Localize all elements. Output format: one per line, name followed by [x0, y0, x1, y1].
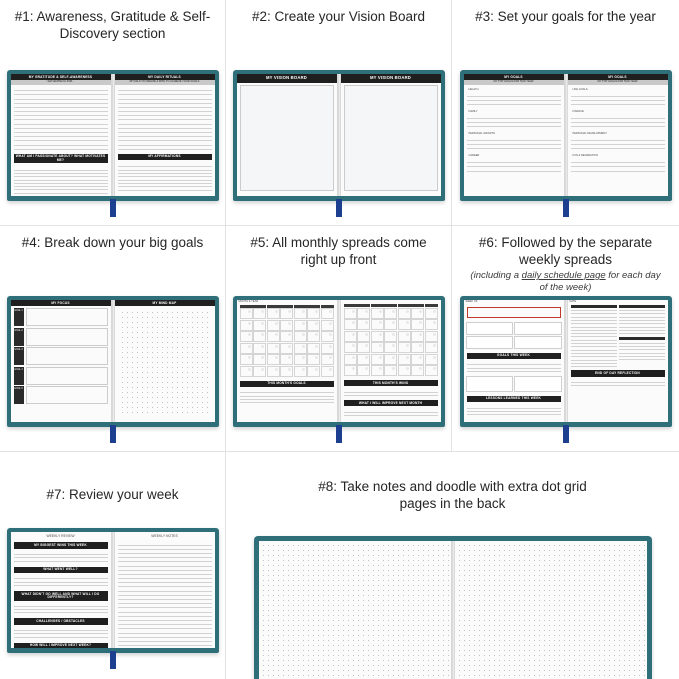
right-page — [568, 300, 668, 422]
right-page — [568, 74, 668, 196]
left-page-footer: THIS MONTH'S GOALS — [240, 381, 334, 387]
goal-category: LIFE GOALS — [572, 87, 588, 91]
notebook-spread — [7, 70, 219, 201]
day-block — [466, 336, 514, 349]
highlight-box — [467, 307, 561, 318]
review-lines — [11, 574, 111, 588]
notebook-spread — [233, 70, 445, 201]
panel-7-image — [0, 528, 225, 679]
goal-lines — [237, 388, 337, 405]
vision-board-area — [240, 85, 334, 191]
right-page-footer-lines — [115, 162, 215, 192]
panel-2-image — [226, 70, 451, 225]
left-page — [11, 532, 112, 648]
lessons-learned-band: LESSONS LEARNED THIS WEEK — [467, 396, 561, 402]
panel-4-image — [0, 296, 225, 451]
calendar-week-row — [240, 366, 334, 377]
end-of-day-band: END OF DAY REFLECTION — [571, 370, 665, 376]
left-page-title: WEEKLY REVIEW — [46, 534, 75, 538]
left-page-title: MY VISION BOARD — [237, 74, 337, 83]
month-year-label: MONTH & YEAR — [238, 300, 259, 303]
day-block — [466, 322, 514, 335]
right-page — [115, 532, 215, 648]
goal-block — [26, 386, 108, 404]
calendar-week-row — [344, 331, 438, 342]
review-section-band: WHAT WENT WELL? — [14, 567, 108, 573]
goals-lines — [464, 360, 564, 374]
panel-3-image — [452, 70, 679, 225]
right-page-subtitle: RITUALS TO CREATE A PATH TO ACHIEVE YOUR GOALS — [115, 80, 215, 85]
panel-7 — [0, 452, 226, 679]
bookmark-ribbon — [563, 199, 569, 217]
review-lines — [11, 626, 111, 640]
tracker-block — [466, 376, 514, 392]
improve-lines — [341, 407, 441, 418]
calendar-week-row — [344, 354, 438, 365]
day-block — [514, 322, 562, 335]
subcaption-underline: daily schedule page — [521, 270, 606, 281]
goal-category: FAMILY — [468, 110, 478, 114]
panel-8-caption: #8: Take notes and doodle with extra dot grid pages in the back — [318, 479, 587, 511]
calendar-week-row — [240, 331, 334, 342]
right-page-title: MY VISION BOARD — [341, 74, 441, 83]
right-page — [341, 74, 441, 196]
weekday-blocks — [464, 320, 564, 351]
panel-4-caption: #4: Break down your big goals — [21, 235, 204, 250]
panel-1 — [0, 0, 226, 226]
bookmark-ribbon — [110, 651, 116, 669]
calendar-week-row — [344, 308, 438, 319]
right-page-footer-1: THIS MONTH'S WINS — [344, 380, 438, 386]
left-page-footer: WHAT AM I PASSIONATE ABOUT? WHAT MOTIVATES ME? — [14, 154, 108, 164]
right-page-title: MY MIND MAP — [115, 300, 215, 306]
panel-8-image — [226, 536, 679, 679]
right-page-title: MY DAILY RITUALS — [115, 74, 215, 80]
notes-header — [619, 337, 665, 340]
left-page — [259, 541, 452, 679]
calendar-week-row — [240, 343, 334, 354]
goal-category: FINANCE — [572, 110, 584, 114]
bookmark-ribbon — [563, 425, 569, 443]
goal-tab: GOAL 2 — [14, 328, 24, 346]
review-section-band: HOW WILL I IMPROVE NEXT WEEK? — [14, 643, 108, 648]
week-of-label: WEEK OF — [465, 300, 478, 303]
left-page — [11, 74, 112, 196]
goals-this-week-band: GOALS THIS WEEK — [467, 353, 561, 359]
panel-1-image — [0, 70, 225, 225]
right-page-title: MY GOALS — [568, 74, 668, 80]
subcaption-pre: (including a — [470, 270, 522, 281]
bookmark-ribbon — [336, 199, 342, 217]
panel-5 — [226, 226, 452, 452]
panel-1-caption: #1: Awareness, Gratitude & Self-Discovery section — [14, 9, 211, 41]
notebook-spread — [254, 536, 652, 679]
goal-category: PERSONAL GROWTH — [468, 132, 496, 136]
goal-category: PERSONAL DEVELOPMENT — [572, 132, 607, 136]
left-page-title: MY GOALS — [464, 74, 564, 80]
goal-tab: GOAL 3 — [14, 347, 24, 365]
calendar-week-row — [344, 365, 438, 376]
goal-tab: GOAL 5 — [14, 386, 24, 404]
right-page — [341, 300, 441, 422]
calendar-week-row — [344, 319, 438, 330]
notebook-spread — [7, 528, 219, 653]
panel-6-subcaption — [452, 268, 679, 294]
left-page-footer-lines — [11, 165, 111, 195]
panel-6 — [452, 226, 679, 452]
tracker-block — [514, 376, 562, 392]
panel-2-caption: #2: Create your Vision Board — [251, 9, 426, 24]
panel-3 — [452, 0, 679, 226]
calendar-week-row — [240, 308, 334, 319]
goal-category: HEALTH — [468, 87, 479, 91]
left-page-title: MY GRATITUDE & SELF-AWARENESS — [11, 74, 111, 80]
right-page — [455, 541, 647, 679]
panel-8 — [226, 452, 679, 679]
right-page-title: WEEKLY NOTES — [151, 534, 178, 538]
review-section-band: MY BIGGEST WINS THIS WEEK — [14, 542, 108, 548]
left-page-lines — [11, 85, 111, 152]
left-page — [237, 74, 338, 196]
day-block — [514, 336, 562, 349]
lessons-lines — [464, 403, 564, 417]
left-page-subtitle: MY TOP GOALS FOR THIS YEAR — [464, 80, 564, 85]
notebook-spread — [233, 296, 445, 427]
left-page-subtitle: I AM GRATEFUL FOR... — [11, 80, 111, 85]
panel-5-caption: #5: All monthly spreads come right up front — [250, 235, 427, 267]
tracker-blocks — [464, 374, 564, 394]
right-page — [115, 300, 215, 422]
calendar-week-row — [344, 342, 438, 353]
schedule-header — [571, 305, 617, 308]
bookmark-ribbon — [110, 199, 116, 217]
bookmark-ribbon — [110, 425, 116, 443]
left-page — [237, 300, 338, 422]
right-page-footer-2: WHAT I WILL IMPROVE NEXT MONTH — [344, 400, 438, 406]
goal-block — [26, 347, 108, 365]
left-page — [464, 300, 565, 422]
review-section-band: CHALLENGES / OBSTACLES — [14, 618, 108, 624]
goal-category: FUN & RECREATION — [572, 154, 598, 158]
goal-tab: GOAL 4 — [14, 367, 24, 385]
notebook-spread — [460, 70, 672, 201]
panel-5-image — [226, 296, 451, 451]
vision-board-area — [344, 85, 438, 191]
review-lines — [11, 550, 111, 564]
goal-category: CAREER — [468, 154, 480, 158]
panel-4 — [0, 226, 226, 452]
panel-6-caption: #6: Followed by the separate weekly spreads — [478, 235, 653, 267]
goal-block — [26, 328, 108, 346]
todo-header — [619, 305, 665, 308]
goal-tab: GOAL 1 — [14, 308, 24, 326]
bookmark-ribbon — [336, 425, 342, 443]
notebook-spread — [460, 296, 672, 427]
right-page-footer: MY AFFIRMATIONS — [118, 154, 212, 160]
date-label: DATE — [569, 300, 577, 303]
left-page — [464, 74, 565, 196]
left-page-title: MY FOCUS — [11, 300, 111, 306]
reflection-lines — [568, 378, 668, 389]
panel-7-caption: #7: Review your week — [46, 487, 179, 502]
right-page-subtitle: MY TOP GOALS FOR THIS YEAR — [568, 80, 668, 85]
review-lines — [11, 602, 111, 616]
review-section-band: WHAT DIDN'T GO WELL AND WHAT WILL I DO DIFFERENTLY? — [14, 591, 108, 601]
notebook-spread — [7, 296, 219, 427]
goal-block — [26, 308, 108, 326]
panel-2 — [226, 0, 452, 226]
wins-lines — [341, 387, 441, 398]
goal-block — [26, 367, 108, 385]
mind-map-dot-grid — [118, 308, 212, 415]
right-page — [115, 74, 215, 196]
calendar-week-row — [240, 354, 334, 365]
subcaption-post: for each day of the week) — [539, 270, 661, 293]
right-page-lines — [115, 85, 215, 152]
panel-6-image — [452, 296, 679, 451]
panel-3-caption: #3: Set your goals for the year — [475, 9, 656, 24]
left-page — [11, 300, 112, 422]
notes-lines — [115, 539, 215, 648]
calendar-week-row — [240, 320, 334, 331]
